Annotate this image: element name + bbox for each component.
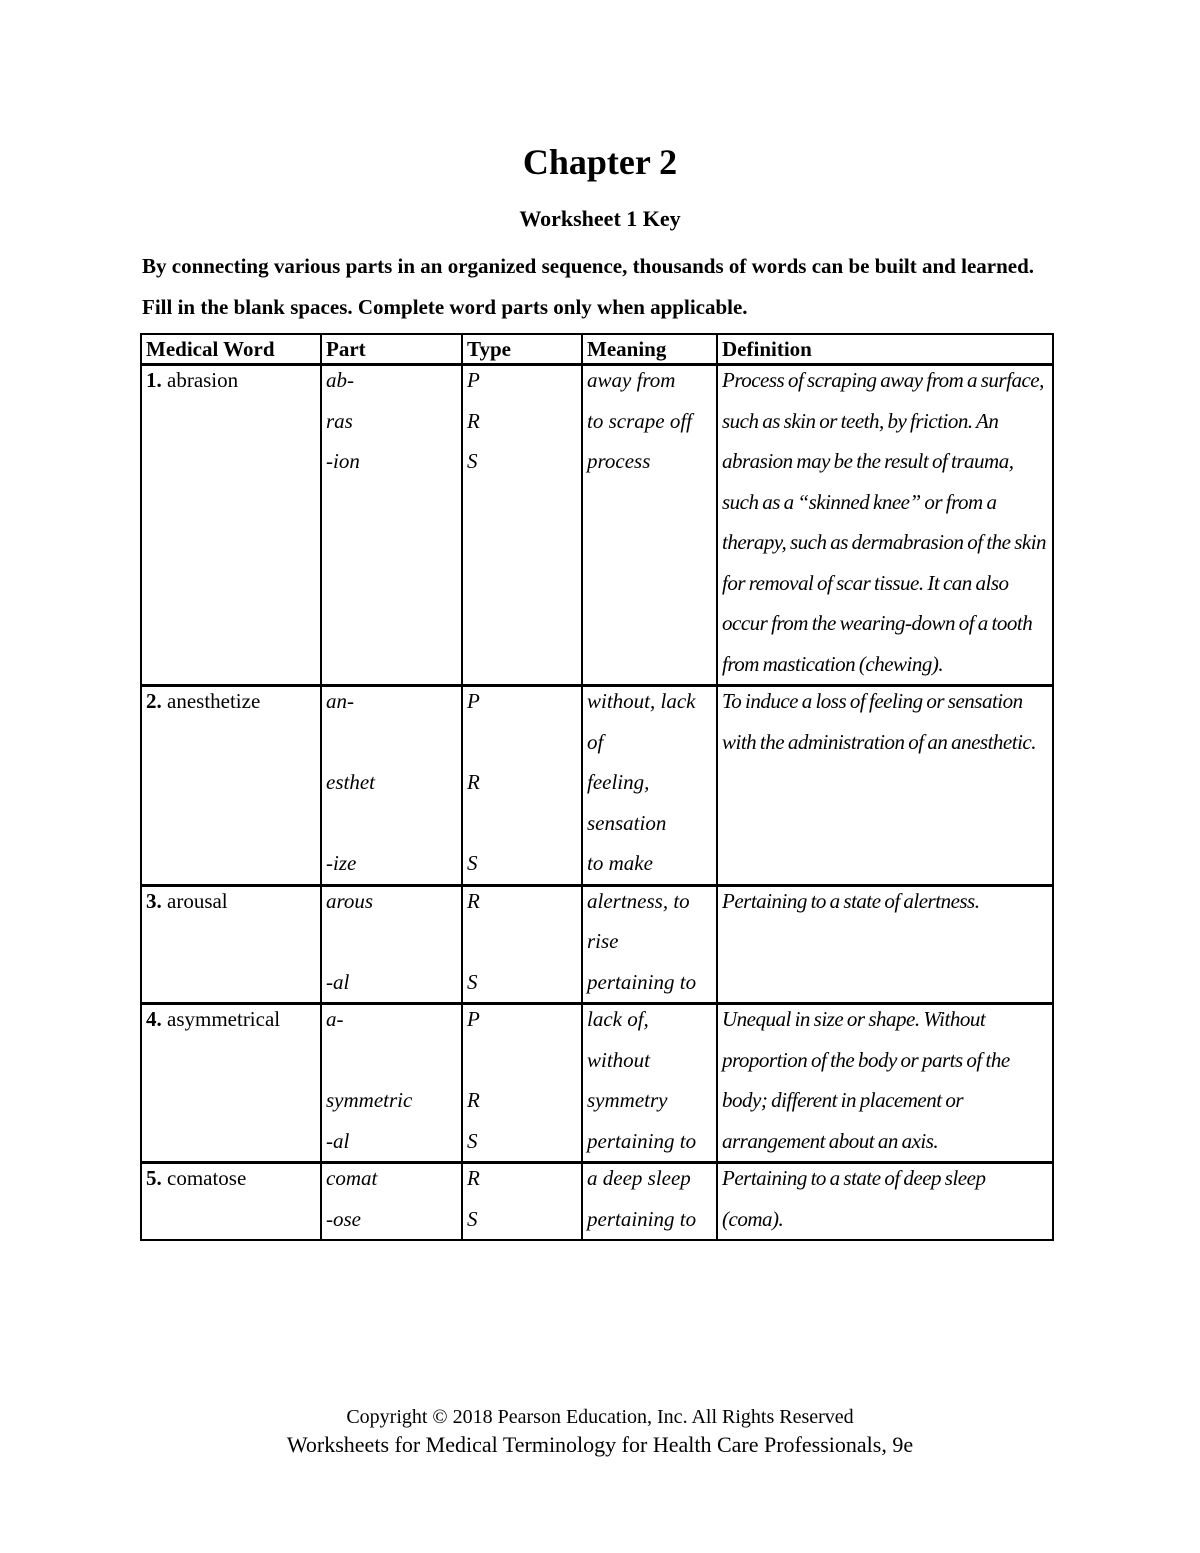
type-text bbox=[467, 803, 577, 844]
part-text: -al bbox=[326, 1128, 350, 1153]
part-text bbox=[326, 1040, 457, 1081]
meaning-cell bbox=[582, 365, 717, 686]
meaning-text: alertness, to bbox=[587, 888, 690, 913]
type-text: S bbox=[467, 969, 478, 994]
meaning-text: feeling, bbox=[587, 770, 650, 794]
type-text bbox=[467, 722, 577, 763]
meaning-text: to make bbox=[587, 851, 653, 875]
type-cell bbox=[462, 1004, 582, 1163]
medical-word: anesthetize bbox=[167, 689, 261, 713]
definition-text: Process of scraping away from a surface, such as skin or teeth, by friction. An abrasion may be the result of trauma, such as a “skinned knee” or from a therapy, such as dermabrasion of the skin for removal of scar tissue. It can also occur from the wearing-down of a tooth from mastication (chewing). bbox=[722, 368, 1047, 676]
type-text: R bbox=[467, 770, 480, 794]
medical-word: arousal bbox=[167, 888, 228, 913]
part-text: a- bbox=[326, 1007, 344, 1031]
part-text: -ion bbox=[326, 449, 360, 473]
meaning-text: without, lack bbox=[587, 689, 696, 713]
meaning-text: lack of, bbox=[587, 1007, 649, 1031]
part-text: ab- bbox=[326, 368, 354, 392]
part-cell bbox=[321, 885, 462, 1004]
part-cell bbox=[321, 1004, 462, 1163]
row-number: 4. bbox=[146, 1007, 162, 1031]
header-type: Type bbox=[462, 334, 582, 365]
header-part: Part bbox=[321, 334, 462, 365]
row-number: 3. bbox=[146, 888, 162, 913]
part-text bbox=[326, 722, 457, 763]
worksheet-table bbox=[140, 333, 1054, 1241]
medical-word: asymmetrical bbox=[167, 1007, 281, 1031]
type-cell bbox=[462, 885, 582, 1004]
type-cell bbox=[462, 1163, 582, 1241]
definition-cell bbox=[717, 686, 1053, 886]
meaning-text: away from bbox=[587, 368, 676, 392]
header-definition: Definition bbox=[717, 334, 1053, 365]
part-cell bbox=[321, 365, 462, 686]
type-text: R bbox=[467, 888, 480, 913]
meaning-text: symmetry bbox=[587, 1088, 668, 1112]
meaning-cell bbox=[582, 1163, 717, 1241]
table-row bbox=[141, 1004, 1053, 1163]
meaning-cell bbox=[582, 885, 717, 1004]
type-text: S bbox=[467, 449, 478, 473]
definition-text: Pertaining to a state of alertness. bbox=[722, 888, 980, 913]
row-number: 2. bbox=[146, 689, 162, 713]
part-text: -ose bbox=[326, 1206, 361, 1231]
meaning-cell bbox=[582, 686, 717, 886]
meaning-text: of bbox=[587, 729, 604, 754]
definition-text: Unequal in size or shape. Without proportion of the body or parts of the body; different in placement or arrangement about an axis. bbox=[722, 1007, 1010, 1153]
type-text: P bbox=[467, 1007, 480, 1031]
medical-word-cell bbox=[141, 1004, 321, 1163]
part-text: symmetric bbox=[326, 1088, 413, 1112]
table-row bbox=[141, 885, 1053, 1004]
meaning-text: sensation bbox=[587, 810, 667, 835]
type-text: R bbox=[467, 408, 480, 433]
book-title-footer: Worksheets for Medical Terminology for Health Care Professionals, 9e bbox=[286, 1432, 914, 1457]
part-text: an- bbox=[326, 689, 354, 713]
row-number: 1. bbox=[146, 368, 162, 392]
part-text: esthet bbox=[326, 770, 375, 794]
part-cell bbox=[321, 686, 462, 886]
type-text: S bbox=[467, 851, 478, 875]
part-cell bbox=[321, 1163, 462, 1241]
table-row bbox=[141, 686, 1053, 886]
type-text: S bbox=[467, 1128, 478, 1153]
page-title: Chapter 2 bbox=[522, 142, 678, 182]
medical-word-cell bbox=[141, 365, 321, 686]
instructions-text: By connecting various parts in an organized sequence, thousands of words can be built and learned. Fill in the blank spaces. Complete word parts only when applicable. bbox=[142, 254, 1035, 319]
worksheet-subtitle: Worksheet 1 Key bbox=[519, 206, 681, 231]
header-medical-word: Medical Word bbox=[141, 334, 321, 365]
meaning-text: pertaining to bbox=[587, 1128, 697, 1153]
part-text: comat bbox=[326, 1166, 378, 1190]
copyright-notice: Copyright © 2018 Pearson Education, Inc. All Rights Reserved bbox=[346, 1406, 854, 1428]
type-text: R bbox=[467, 1166, 480, 1190]
type-text: R bbox=[467, 1088, 480, 1112]
definition-cell bbox=[717, 1004, 1053, 1163]
meaning-text: a deep sleep bbox=[587, 1166, 691, 1190]
definition-text: To induce a loss of feeling or sensation with the administration of an anesthetic. bbox=[722, 689, 1036, 754]
part-text: ras bbox=[326, 408, 353, 433]
meaning-text: to scrape off bbox=[587, 408, 692, 433]
medical-word: comatose bbox=[167, 1166, 247, 1190]
type-cell bbox=[462, 686, 582, 886]
part-text: -al bbox=[326, 969, 350, 994]
meaning-text: pertaining to bbox=[587, 969, 697, 994]
meaning-text: rise bbox=[587, 929, 619, 953]
type-text: P bbox=[467, 689, 480, 713]
medical-word-cell bbox=[141, 885, 321, 1004]
meaning-text: process bbox=[587, 449, 651, 473]
definition-cell bbox=[717, 365, 1053, 686]
table-body bbox=[141, 365, 1053, 1241]
meaning-text: without bbox=[587, 1047, 651, 1072]
medical-word-cell bbox=[141, 686, 321, 886]
type-text: S bbox=[467, 1206, 478, 1231]
part-text: arous bbox=[326, 888, 374, 913]
type-cell bbox=[462, 365, 582, 686]
definition-text: Pertaining to a state of deep sleep (coma). bbox=[722, 1166, 986, 1231]
meaning-text: pertaining to bbox=[587, 1206, 697, 1231]
meaning-cell bbox=[582, 1004, 717, 1163]
type-text bbox=[467, 1040, 577, 1081]
type-text: P bbox=[467, 368, 480, 392]
medical-word-cell bbox=[141, 1163, 321, 1241]
definition-cell bbox=[717, 885, 1053, 1004]
row-number: 5. bbox=[146, 1166, 162, 1190]
table-row bbox=[141, 1163, 1053, 1241]
type-text bbox=[467, 921, 577, 962]
part-text bbox=[326, 803, 457, 844]
definition-cell bbox=[717, 1163, 1053, 1241]
medical-word: abrasion bbox=[167, 368, 239, 392]
part-text bbox=[326, 921, 457, 962]
table-row bbox=[141, 365, 1053, 686]
part-text: -ize bbox=[326, 851, 357, 875]
header-meaning: Meaning bbox=[582, 334, 717, 365]
